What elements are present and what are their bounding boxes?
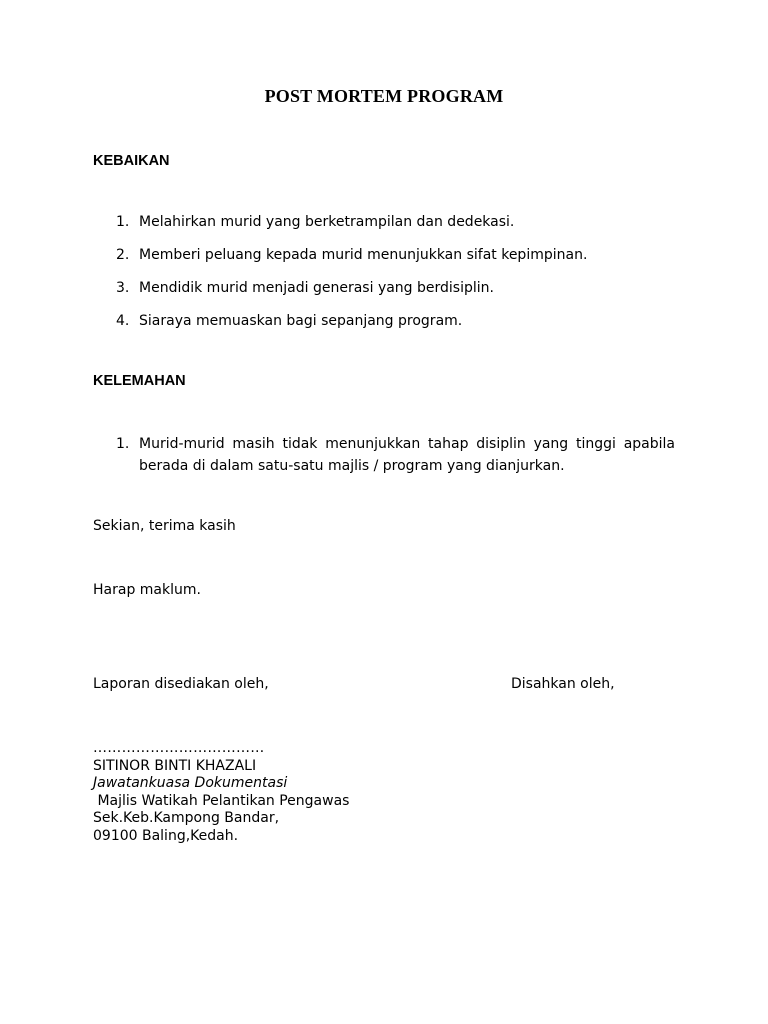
- notice-text: Harap maklum.: [93, 582, 201, 598]
- list-item: [93, 433, 675, 477]
- list-number: 1.: [116, 214, 130, 230]
- closing-text: Sekian, terima kasih: [93, 518, 236, 534]
- list-item: [93, 310, 675, 332]
- school-address: 09100 Baling,Kedah.: [93, 827, 239, 844]
- list-number: 1.: [116, 436, 130, 452]
- school-name: Sek.Keb.Kampong Bandar,: [93, 810, 280, 826]
- signature-line: ………………………………: [93, 740, 265, 756]
- signatory-role: Jawatankuasa Dokumentasi: [93, 775, 288, 791]
- signature-block: [93, 740, 349, 845]
- list-text: Siaraya memuaskan bagi sepanjang program.: [139, 313, 463, 329]
- event-name: Majlis Watikah Pelantikan Pengawas: [93, 792, 350, 809]
- list-text: Murid-murid masih tidak menunjukkan tahap disiplin yang tinggi apabila berada di dalam satu-satu majlis / program yang dianjurkan.: [139, 436, 675, 474]
- approved-by-label: Disahkan oleh,: [511, 676, 615, 692]
- prepared-by-label: Laporan disediakan oleh,: [93, 676, 269, 692]
- list-number: 3.: [116, 280, 130, 296]
- list-item: [93, 277, 675, 299]
- signatory-name: SITINOR BINTI KHAZALI: [93, 757, 257, 774]
- document-title: POST MORTEM PROGRAM: [264, 86, 504, 106]
- list-text: Mendidik murid menjadi generasi yang berdisiplin.: [139, 280, 494, 296]
- kebaikan-heading: KEBAIKAN: [93, 153, 170, 169]
- list-text: Melahirkan murid yang berketrampilan dan dedekasi.: [139, 214, 515, 230]
- kelemahan-heading: KELEMAHAN: [93, 373, 186, 389]
- list-number: 4.: [116, 313, 130, 329]
- list-item: [93, 211, 675, 233]
- list-item: [93, 244, 675, 266]
- list-number: 2.: [116, 247, 130, 263]
- list-text: Memberi peluang kepada murid menunjukkan sifat kepimpinan.: [139, 247, 588, 263]
